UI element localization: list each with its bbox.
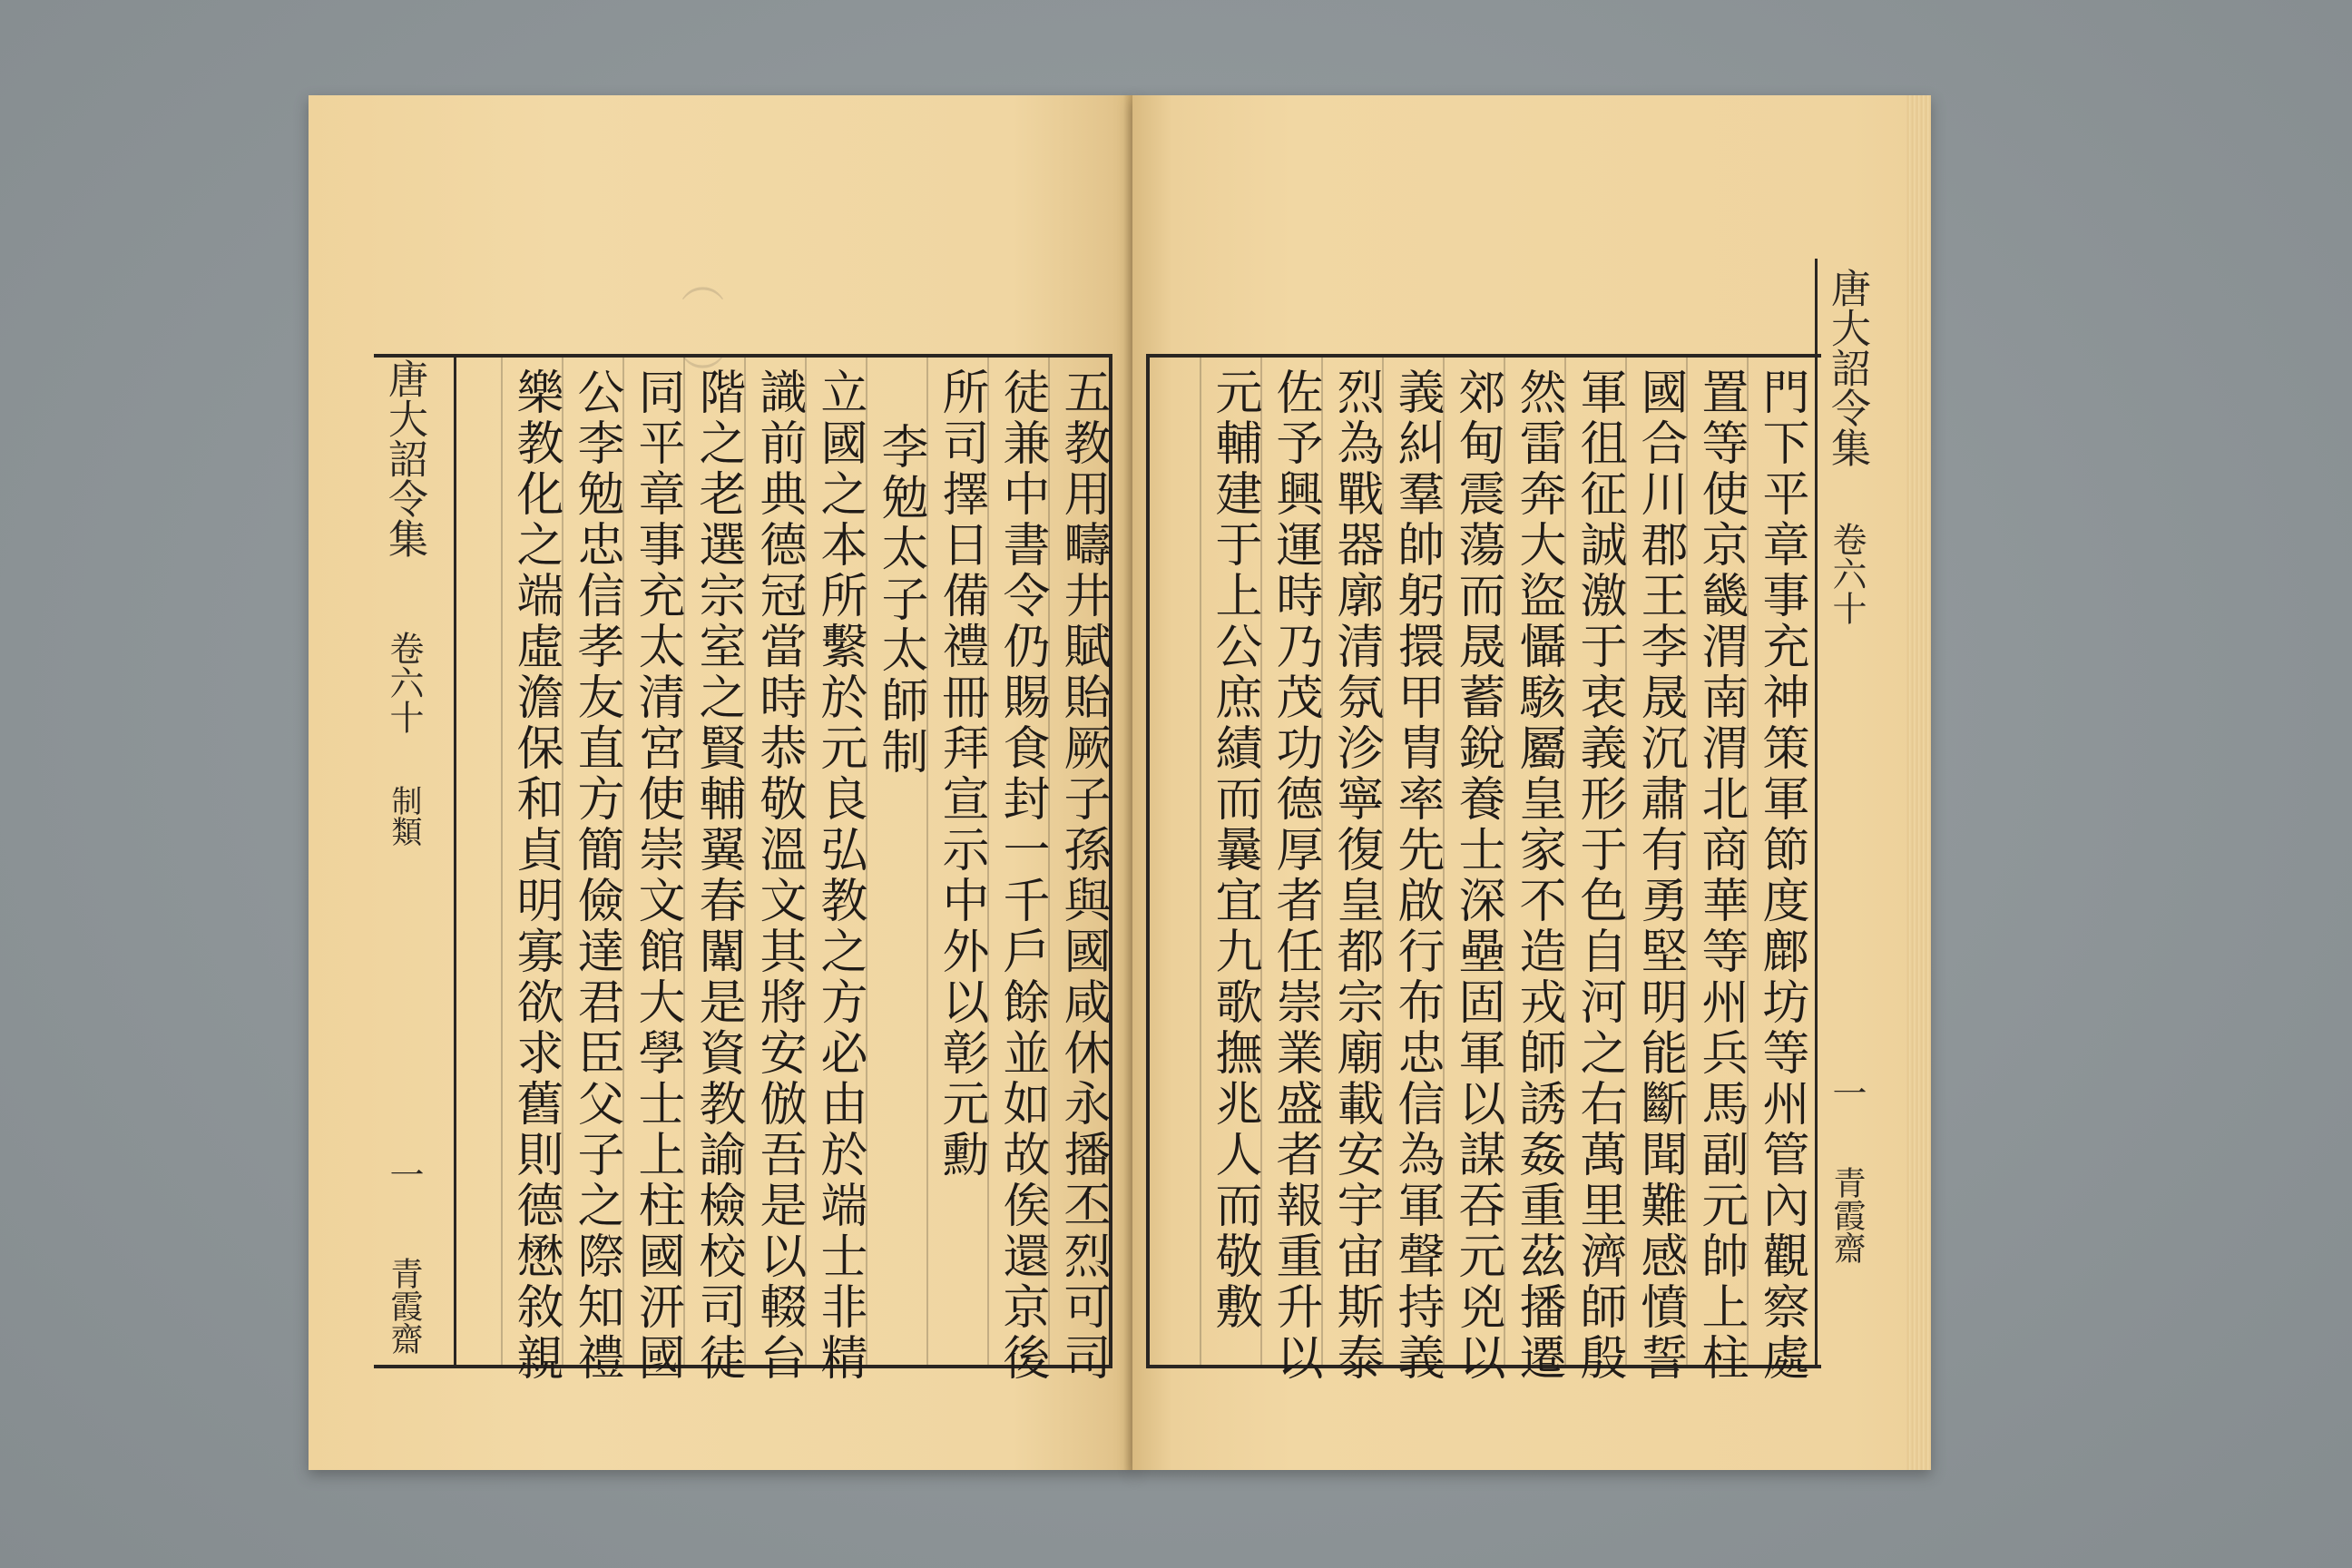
column-rule xyxy=(562,358,564,1365)
left-column-3: 所司擇日備禮冊拜宣示中外以彰元勳 xyxy=(934,368,988,1181)
right-margin-title: 唐大詔令集 xyxy=(1824,268,1870,467)
column-rule xyxy=(1260,358,1262,1365)
column-rule xyxy=(805,358,807,1365)
column-rule xyxy=(1200,358,1201,1365)
right-column-4: 軍徂征誠激于衷義形于色自河之右萬里濟師殷 xyxy=(1572,368,1626,1384)
column-rule xyxy=(1443,358,1445,1365)
left-margin-folio: 一 xyxy=(384,1157,424,1191)
right-margin-juan: 卷六十 xyxy=(1827,522,1867,625)
right-column-5: 然雷奔大盜懾駭屬皇家不造戎師誘姦重茲播遷 xyxy=(1511,368,1565,1384)
column-rule xyxy=(1321,358,1323,1365)
right-column-2: 置等使京畿渭南渭北商華等州兵馬副元帥上柱 xyxy=(1693,368,1748,1384)
column-rule xyxy=(1564,358,1566,1365)
right-column-1: 門下平章事充神策軍節度鄜坊等州管內觀察處 xyxy=(1754,368,1808,1384)
column-rule xyxy=(1625,358,1627,1365)
column-rule xyxy=(987,358,989,1365)
left-margin-title: 唐大詔令集 xyxy=(381,358,427,558)
column-rule xyxy=(744,358,746,1365)
column-rule xyxy=(622,358,624,1365)
column-rule xyxy=(866,358,867,1365)
left-column-9: 公李勉忠信孝友直方簡儉達君臣父子之際知禮 xyxy=(569,368,623,1384)
page-edge xyxy=(1906,95,1931,1470)
left-column-10: 樂教化之端虛澹保和貞明寡欲求舊則德懋敘親 xyxy=(508,368,563,1384)
column-rule xyxy=(1686,358,1688,1365)
right-margin-rule xyxy=(1815,259,1818,1365)
left-margin-rule xyxy=(454,354,456,1365)
left-margin-juan: 卷六十 xyxy=(384,631,424,734)
right-margin-folio: 一 xyxy=(1827,1075,1867,1110)
column-rule xyxy=(1504,358,1505,1365)
right-column-8: 烈為戰器廓清氛沴寧復皇都宗廟載安宇宙斯泰 xyxy=(1328,368,1383,1384)
right-column-10: 元輔建于上公庶績而曩宜九歌撫兆人而敬敷 xyxy=(1207,368,1261,1333)
left-column-8: 同平章事充太清宮使崇文館大學士上柱國汧國 xyxy=(630,368,684,1384)
left-page xyxy=(309,95,1136,1470)
right-margin-foot: 青霞齋 xyxy=(1828,1166,1866,1264)
open-book xyxy=(309,95,1969,1470)
right-column-3: 國合川郡王李晟沉肅有勇堅明能斷聞難感憤誓 xyxy=(1632,368,1687,1384)
left-column-7: 階之老選宗室之賢輔翼春闈是資教諭檢校司徒 xyxy=(691,368,745,1384)
column-rule xyxy=(926,358,928,1365)
left-margin-foot: 青霞齋 xyxy=(386,1257,423,1355)
right-column-6: 郊甸震蕩而晟蓄銳養士深壘固軍以謀吞元兇以 xyxy=(1450,368,1504,1384)
right-column-7: 義糾羣帥躬擐甲胄率先啟行布忠信為軍聲持義 xyxy=(1389,368,1444,1384)
left-column-4: 李勉太子太師制 xyxy=(873,422,927,778)
column-rule xyxy=(501,358,503,1365)
left-column-5: 立國之本所繫於元良弘教之方必由於端士非精 xyxy=(812,368,867,1384)
column-rule xyxy=(1747,358,1749,1365)
right-column-9: 佐予興運時乃茂功德厚者任崇業盛者報重升以 xyxy=(1268,368,1322,1384)
column-rule xyxy=(1048,358,1050,1365)
left-column-6: 識前典德冠當時恭敬溫文其將安倣吾是以輟台 xyxy=(751,368,806,1384)
show-through-text: （ ） xyxy=(673,259,724,397)
left-column-1: 五教用疇井賦貽厥子孫與國咸休永播丕烈可司 xyxy=(1055,368,1110,1384)
column-rule xyxy=(1382,358,1384,1365)
column-rule xyxy=(683,358,685,1365)
left-margin-category: 制類 xyxy=(386,785,422,847)
right-page xyxy=(1132,95,1931,1470)
left-column-2: 徒兼中書令仍賜食封一千戶餘並如故俟還京後 xyxy=(995,368,1049,1384)
